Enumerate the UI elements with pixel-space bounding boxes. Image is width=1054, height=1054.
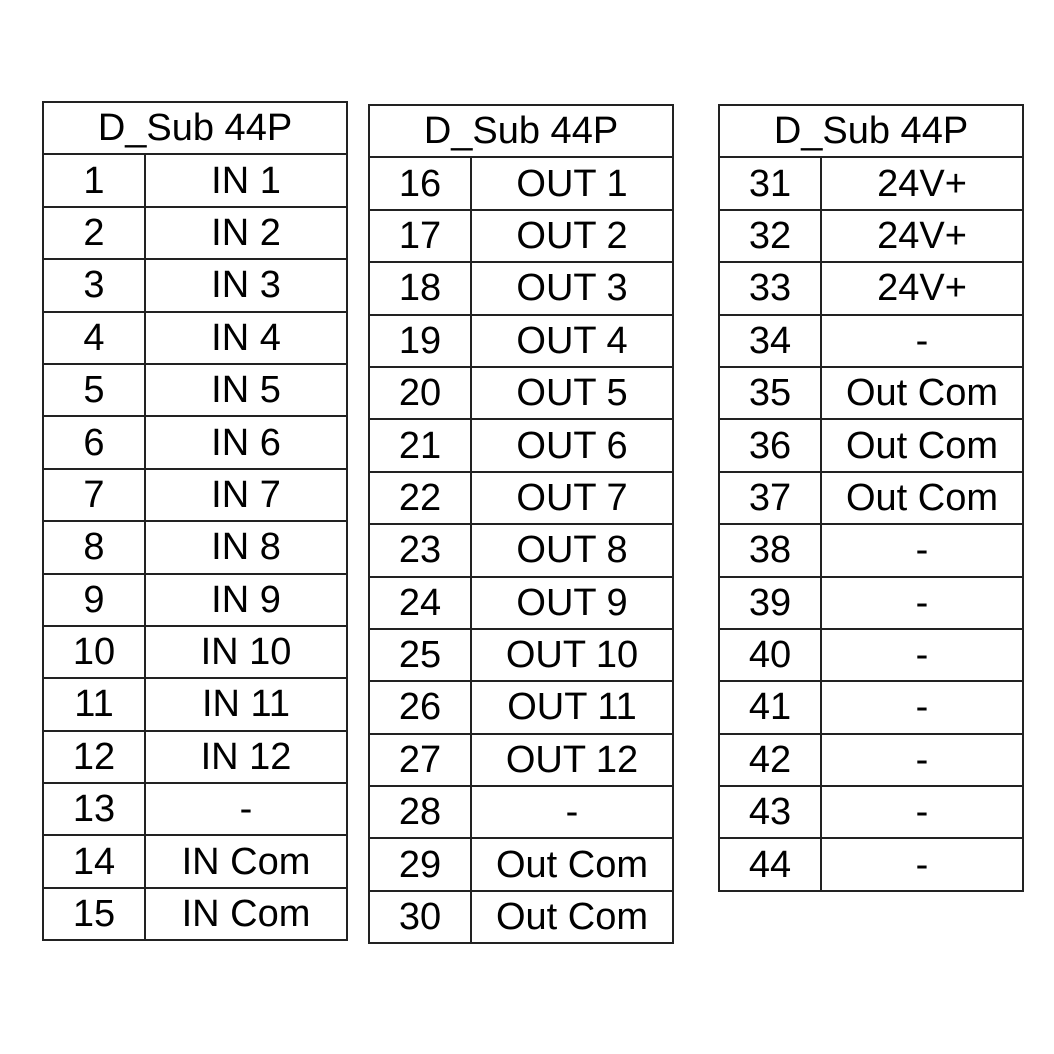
pin-number-cell: 29: [369, 838, 471, 890]
table-header-row: [369, 105, 673, 157]
table-row: [719, 838, 1023, 890]
signal-name-cell: IN 3: [145, 259, 347, 311]
pin-number-cell: 7: [43, 469, 145, 521]
signal-name-cell: IN 11: [145, 678, 347, 730]
signal-name-cell: IN 1: [145, 154, 347, 206]
table-row: [43, 364, 347, 416]
signal-name-cell: IN 12: [145, 731, 347, 783]
pin-number-cell: 19: [369, 315, 471, 367]
table-row: [719, 734, 1023, 786]
pin-table-2: [368, 104, 674, 944]
pin-number-cell: 44: [719, 838, 821, 890]
table-row: [43, 312, 347, 364]
table-row: [43, 154, 347, 206]
signal-name-cell: IN Com: [145, 835, 347, 887]
table-row: [43, 626, 347, 678]
signal-name-cell: -: [821, 629, 1023, 681]
signal-name-cell: Out Com: [471, 891, 673, 943]
table-header-row: [719, 105, 1023, 157]
table-row: [369, 734, 673, 786]
table-row: [719, 157, 1023, 209]
table-row: [369, 629, 673, 681]
pin-number-cell: 43: [719, 786, 821, 838]
table-row: [43, 469, 347, 521]
pin-number-cell: 15: [43, 888, 145, 940]
table-row: [719, 472, 1023, 524]
signal-name-cell: Out Com: [821, 419, 1023, 471]
pin-number-cell: 21: [369, 419, 471, 471]
pin-number-cell: 4: [43, 312, 145, 364]
table-body: [719, 157, 1023, 890]
table-row: [43, 678, 347, 730]
table-row: [43, 783, 347, 835]
pin-number-cell: 42: [719, 734, 821, 786]
table-row: [719, 629, 1023, 681]
signal-name-cell: OUT 10: [471, 629, 673, 681]
pin-number-cell: 6: [43, 416, 145, 468]
signal-name-cell: 24V+: [821, 262, 1023, 314]
pin-number-cell: 17: [369, 210, 471, 262]
pin-number-cell: 39: [719, 577, 821, 629]
signal-name-cell: IN 10: [145, 626, 347, 678]
signal-name-cell: -: [821, 577, 1023, 629]
pin-number-cell: 31: [719, 157, 821, 209]
table-row: [369, 210, 673, 262]
table-row: [43, 888, 347, 940]
signal-name-cell: OUT 12: [471, 734, 673, 786]
table-body: [43, 154, 347, 940]
pin-number-cell: 1: [43, 154, 145, 206]
table-row: [369, 262, 673, 314]
table-body: [369, 157, 673, 943]
table-row: [369, 838, 673, 890]
signal-name-cell: -: [821, 315, 1023, 367]
signal-name-cell: IN 4: [145, 312, 347, 364]
table-row: [369, 681, 673, 733]
pin-number-cell: 5: [43, 364, 145, 416]
table-row: [43, 416, 347, 468]
table-header: D_Sub 44P: [719, 105, 1023, 157]
pin-number-cell: 11: [43, 678, 145, 730]
signal-name-cell: IN 9: [145, 574, 347, 626]
pin-number-cell: 37: [719, 472, 821, 524]
pin-number-cell: 26: [369, 681, 471, 733]
pin-number-cell: 13: [43, 783, 145, 835]
table-row: [369, 157, 673, 209]
signal-name-cell: OUT 6: [471, 419, 673, 471]
table-row: [719, 577, 1023, 629]
pin-number-cell: 41: [719, 681, 821, 733]
signal-name-cell: Out Com: [821, 472, 1023, 524]
pin-number-cell: 12: [43, 731, 145, 783]
pin-number-cell: 27: [369, 734, 471, 786]
signal-name-cell: -: [821, 524, 1023, 576]
table-header: D_Sub 44P: [43, 102, 347, 154]
signal-name-cell: -: [821, 734, 1023, 786]
pin-table-3: [718, 104, 1024, 892]
signal-name-cell: IN 8: [145, 521, 347, 573]
pin-number-cell: 22: [369, 472, 471, 524]
signal-name-cell: OUT 4: [471, 315, 673, 367]
pin-number-cell: 34: [719, 315, 821, 367]
signal-name-cell: OUT 8: [471, 524, 673, 576]
pin-number-cell: 28: [369, 786, 471, 838]
pin-number-cell: 38: [719, 524, 821, 576]
pin-number-cell: 8: [43, 521, 145, 573]
pin-number-cell: 36: [719, 419, 821, 471]
pin-number-cell: 25: [369, 629, 471, 681]
table-row: [43, 521, 347, 573]
table-row: [43, 207, 347, 259]
signal-name-cell: -: [145, 783, 347, 835]
table-row: [43, 574, 347, 626]
table-row: [719, 681, 1023, 733]
table-row: [369, 367, 673, 419]
pin-number-cell: 40: [719, 629, 821, 681]
table-header-row: [43, 102, 347, 154]
signal-name-cell: IN 6: [145, 416, 347, 468]
table-row: [369, 524, 673, 576]
pin-number-cell: 18: [369, 262, 471, 314]
table-row: [43, 731, 347, 783]
pin-number-cell: 2: [43, 207, 145, 259]
table-row: [369, 419, 673, 471]
table-row: [369, 315, 673, 367]
table-row: [719, 262, 1023, 314]
signal-name-cell: OUT 1: [471, 157, 673, 209]
table-row: [369, 577, 673, 629]
pin-number-cell: 23: [369, 524, 471, 576]
signal-name-cell: 24V+: [821, 210, 1023, 262]
table-row: [719, 210, 1023, 262]
signal-name-cell: Out Com: [821, 367, 1023, 419]
signal-name-cell: 24V+: [821, 157, 1023, 209]
table-row: [719, 367, 1023, 419]
signal-name-cell: -: [821, 681, 1023, 733]
pin-number-cell: 24: [369, 577, 471, 629]
table-row: [719, 419, 1023, 471]
signal-name-cell: -: [471, 786, 673, 838]
table-header: D_Sub 44P: [369, 105, 673, 157]
table-row: [369, 786, 673, 838]
signal-name-cell: OUT 11: [471, 681, 673, 733]
signal-name-cell: IN 5: [145, 364, 347, 416]
pin-number-cell: 14: [43, 835, 145, 887]
signal-name-cell: Out Com: [471, 838, 673, 890]
signal-name-cell: OUT 2: [471, 210, 673, 262]
table-row: [369, 472, 673, 524]
signal-name-cell: OUT 3: [471, 262, 673, 314]
pin-number-cell: 30: [369, 891, 471, 943]
signal-name-cell: IN Com: [145, 888, 347, 940]
pin-number-cell: 32: [719, 210, 821, 262]
table-row: [369, 891, 673, 943]
pin-number-cell: 10: [43, 626, 145, 678]
signal-name-cell: OUT 9: [471, 577, 673, 629]
table-row: [43, 259, 347, 311]
signal-name-cell: IN 2: [145, 207, 347, 259]
pin-number-cell: 20: [369, 367, 471, 419]
pin-number-cell: 33: [719, 262, 821, 314]
pin-number-cell: 9: [43, 574, 145, 626]
signal-name-cell: OUT 5: [471, 367, 673, 419]
table-row: [719, 524, 1023, 576]
signal-name-cell: -: [821, 786, 1023, 838]
pin-number-cell: 16: [369, 157, 471, 209]
pin-number-cell: 3: [43, 259, 145, 311]
signal-name-cell: IN 7: [145, 469, 347, 521]
signal-name-cell: -: [821, 838, 1023, 890]
pin-number-cell: 35: [719, 367, 821, 419]
table-row: [43, 835, 347, 887]
table-row: [719, 786, 1023, 838]
pin-table-1: [42, 101, 348, 941]
table-row: [719, 315, 1023, 367]
signal-name-cell: OUT 7: [471, 472, 673, 524]
